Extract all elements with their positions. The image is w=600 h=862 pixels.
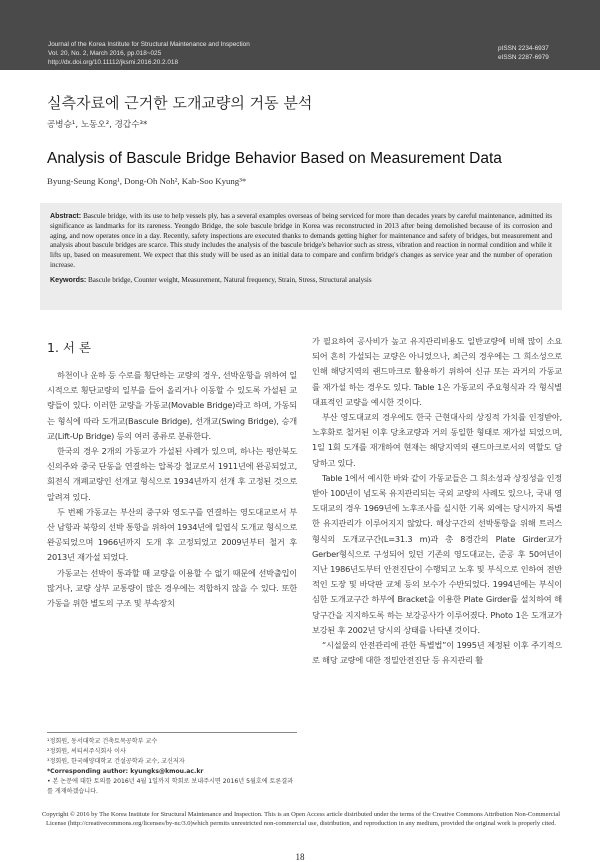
- footnote-corresponding: *Corresponding author: kyungks@kmou.ac.kr: [47, 768, 204, 775]
- abstract: [50, 212, 552, 271]
- journal-info: [48, 40, 250, 67]
- paragraph: 부산 영도대교의 경우에도 한국 근현대사의 상징적 가치를 인정받아, 노후화로 철거된 이후 당초교량과 거의 동일한 형태로 재가설 되었으며, 1일 1회 도개를 재개하여 현재는 해당지역의 랜드마크로서의 역할도 담당하고 있다.: [312, 412, 562, 468]
- korean-title: 실측자료에 근거한 도개교량의 거동 분석: [47, 94, 313, 112]
- paragraph: 두 번째 가동교는 부산의 중구와 영도구를 연결하는 영도대교로서 부산 남항과 북항의 선박 통항을 위하여 1934년에 일엽식 도개교 형식으로 완공되었으며 1966년까지 도개 후 고정되었고 2009년부터 철거 후 2013년 재가설 되었다.: [47, 506, 297, 563]
- english-title: Analysis of Bascule Bridge Behavior Based on Measurement Data: [47, 150, 502, 167]
- paragraph: “시설물의 안전관리에 관한 특별법”이 1995년 제정된 이후 주기적으로 해당 교량에 대한 정밀안전진단 등 유지관리 활: [312, 640, 562, 666]
- paragraph: 한국의 경우 2개의 가동교가 가설된 사례가 있으며, 하나는 평안북도 신의주와 중국 단동을 연결하는 압록강 철교로서 1911년에 완공되었고, 회전식 개폐교량인 선개교 형식으로 1934년까지 선개 후 고정된 것으로 알려져 있다.: [47, 446, 297, 502]
- abstract-box: [40, 203, 562, 310]
- issn-info: [498, 44, 578, 62]
- footnote: ³정회원, 한국해양대학교 건설공학과 교수, 교신저자: [47, 758, 185, 765]
- section-heading: 1. 서 론: [47, 340, 92, 355]
- abstract-text: Bascule bridge, with its use to help vessels ply, has a several examples overseas of being serviced for more than decades years by careful maintenance, admitted its significance as landmarks for its rareness. Yeongdo Bridge, the sole bascule bridge in Korea was reconstructed in 2013 after being demolished because of its corrosion and aging, and now operates once in a day. Recently, safety inspections are executed thanks to demands getting higher for maintenance and safety of bridges, but measurement and analysis about bascule bridges are scarce. This study includes the analysis of the bascule bridge's behavior such as stress, vibration and reaction in normal condition and while it lifts up, based on measurement. We expect that this study will be used as an initial data to compare and confirm bridge's changes as service year and the number of operation increase.: [50, 212, 552, 269]
- keywords: [50, 276, 552, 284]
- keywords-text: Bascule bridge, Counter weight, Measurement, Natural frequency, Strain, Stress, Structural analysis: [88, 275, 372, 284]
- page-number: 18: [295, 852, 305, 862]
- footnote: • 본 논문에 대한 토의를 2016년 4월 1일까지 학회로 보내주시면 2016년 5월호에 토론결과를 게재하겠습니다.: [47, 778, 294, 795]
- eissn: eISSN 2287-6979: [498, 54, 549, 61]
- footnote: ¹정회원, 동서대학교 건축토목공학부 교수: [47, 738, 158, 745]
- paragraph: 가동교는 선박이 통과할 때 교량을 이용할 수 없기 때문에 선박출입이 많거나, 교량 상부 교통량이 많은 경우에는 적합하지 않을 수 있다. 또한 가동을 위한 별도의 구조 및 부속장치: [47, 567, 297, 609]
- right-body: [312, 334, 562, 668]
- journal-header-bar: [0, 0, 600, 70]
- paragraph: 가 필요하여 공사비가 높고 유지관리비용도 일반교량에 비해 많이 소요되어 흔히 가설되는 교량은 아니었으나, 최근의 경우에는 그 희소성으로 인해 해당지역의 랜드마크로 활용하기 위하여 신규 또는 과거의 가동교를 재가설 하는 경우도 있다. Table 1은 가동교의 주요형식과 각 형식별 대표적인 교량을 예시한 것이다.: [312, 336, 562, 407]
- english-authors: Byung-Seung Kong¹, Dong-Oh Noh², Kab-Soo Kyung³*: [47, 176, 247, 186]
- left-body: [47, 368, 297, 611]
- right-column: [312, 334, 562, 668]
- abstract-label: Abstract:: [50, 212, 82, 220]
- journal-doi[interactable]: http://dx.doi.org/10.11112/jksmi.2016.20.2.018: [48, 59, 179, 66]
- pissn: pISSN 2234-6937: [498, 45, 549, 52]
- paragraph: Table 1에서 예시한 바와 같이 가동교들은 그 희소성과 상징성을 인정받아 100년이 넘도록 유지관리되는 국외 교량의 사례도 있으나, 국내 영도대교의 경우 1969년에 노후조사를 실시한 기록 외에는 당시까지 특별한 유지관리가 이루어지지 않았다. 해상구간의 선박통항을 위해 트러스 형식의 도개교구간(L=31.3 m)과 총 8경간의 Plate Girder교가 Gerber형식으로 구성되어 있던 기존의 영도대교는, 준공 후 50여년이 지난 1986년도부터 안전진단이 수행되고 노후 및 부식으로 인하여 전반적인 도장 및 바닥판 교체 등의 보수가 수반되었다. 1994년에는 부식이 심한 도개교구간 하부에 Bracket을 이용한 Plate Girder를 설치하여 해당구간을 지지하도록 하는 보강공사가 이루어졌다. Photo 1은 도개교가 보강된 후 2002년 당시의 상태를 나타낸 것이다.: [312, 472, 562, 635]
- journal-volume: Vol. 20, No. 2, March 2016, pp.018~025: [48, 50, 162, 57]
- korean-authors: 공병승¹, 노동오², 경갑수³*: [47, 120, 148, 130]
- license-text: Copyright © 2016 by The Korea Institute for Structural Maintenance and Inspection. This is an Open Access article distributed under the terms of the Creative Commons Attribution Non-Commercial License (http://creativecommons.org/licenses/by-nc/3.0)which permits unrestricted non-commercial use, distribution, and reproduction in any medium, provided the original work is properly cited.: [41, 811, 561, 827]
- footnotes: [47, 732, 297, 797]
- paragraph: 하천이나 운하 등 수로를 횡단하는 교량의 경우, 선박운항을 위하여 일시적으로 횡단교량의 일부를 들어 올리거나 이동할 수 있도록 가설된 교량들이 있다. 이러한 교량을 가동교(Movable Bridge)라고 하며, 가동되는 형식에 따라 도개교(Bascule Bridge), 선개교(Swing Bridge), 승개교(Lift-Up Bridge) 등의 여러 종류로 분류한다.: [47, 370, 297, 441]
- left-column: [47, 334, 297, 611]
- footnote: ²정회원, 씨티씨주식회사 이사: [47, 748, 126, 755]
- keywords-label: Keywords:: [50, 275, 87, 284]
- journal-name: Journal of the Korea Institute for Structural Maintenance and Inspection: [48, 41, 250, 48]
